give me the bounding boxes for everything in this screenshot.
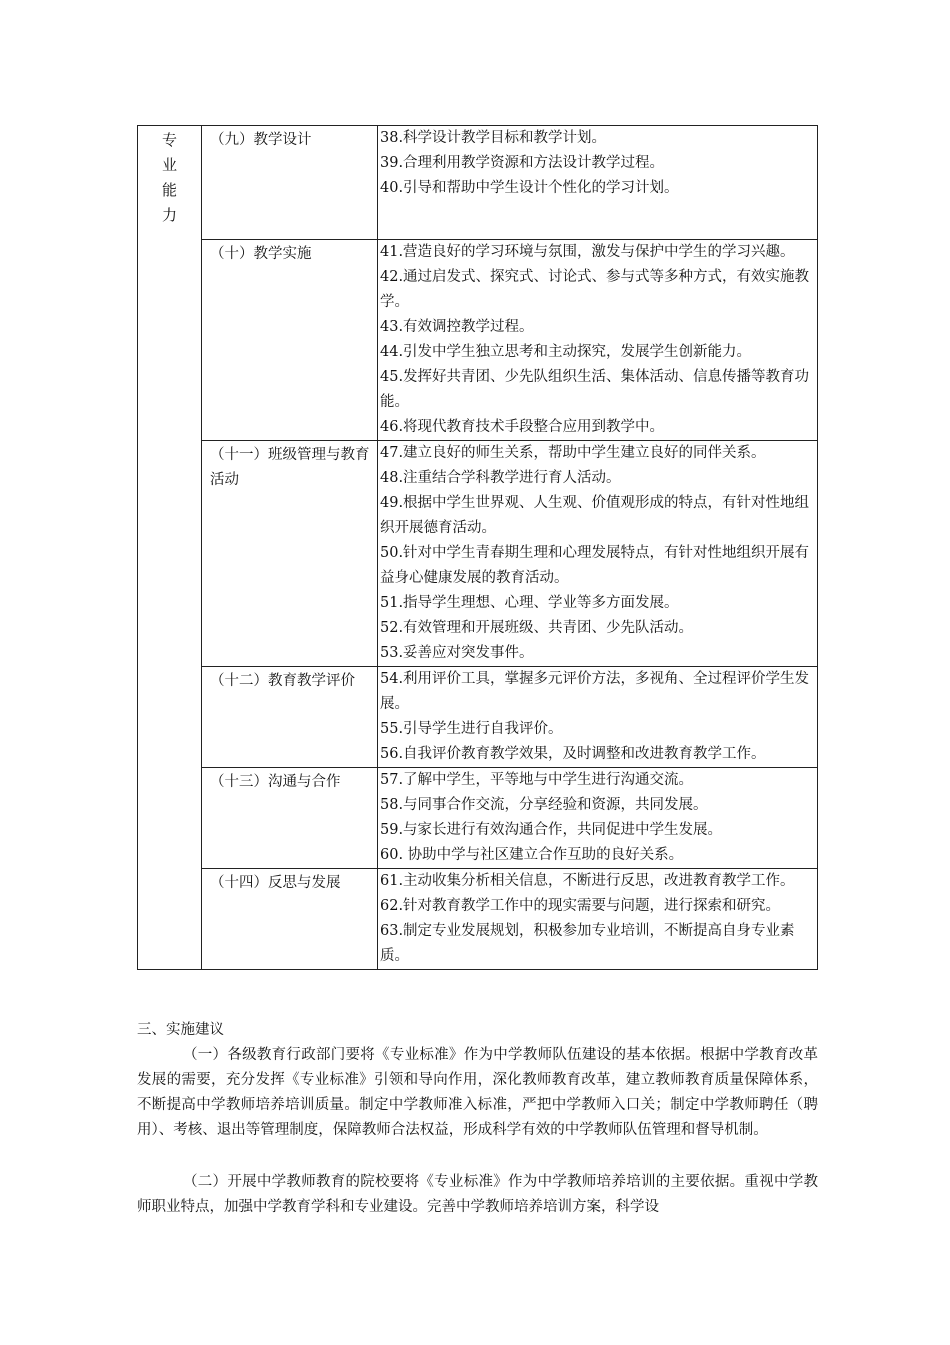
area-label: （十三）沟通与合作 [210,774,341,790]
list-item: 46.将现代教育技术手段整合应用到教学中。 [380,419,665,435]
area-cell [202,441,378,667]
list-item: 45.发挥好共青团、少先队组织生活、集体活动、信息传播等教育功能。 [380,369,810,410]
area-cell [202,126,378,240]
items-cell [378,869,818,970]
list-item: 50.针对中学生青春期生理和心理发展特点，有针对性地组织开展有益身心健康发展的教育活动。 [380,545,810,586]
dimension-cell [138,126,202,970]
list-item: 49.根据中学生世界观、人生观、价值观形成的特点，有针对性地组织开展德育活动。 [380,495,810,536]
dimension-char: 业 [161,156,177,174]
list-item: 60. 协助中学与社区建立合作互助的良好关系。 [380,847,684,863]
dimension-char: 专 [161,131,177,149]
list-item: 38.科学设计教学目标和教学计划。 [380,130,607,146]
list-item: 61.主动收集分析相关信息，不断进行反思，改进教育教学工作。 [380,873,795,889]
area-label: （十）教学实施 [210,246,312,262]
dimension-char: 力 [161,206,177,224]
list-item: 57.了解中学生，平等地与中学生进行沟通交流。 [380,772,694,788]
paragraph: （二）开展中学教师教育的院校要将《专业标准》作为中学教师培养培训的主要依据。重视中学教师职业特点，加强中学教育学科和专业建设。完善中学教师培养培训方案，科学设 [137,1174,818,1215]
list-item: 47.建立良好的师生关系，帮助中学生建立良好的同伴关系。 [380,445,766,461]
area-label: （十二）教育教学评价 [210,673,355,689]
table-row [138,869,818,970]
list-item: 44.引发中学生独立思考和主动探究，发展学生创新能力。 [380,344,752,360]
items-cell [378,768,818,869]
area-cell [202,240,378,441]
area-cell [202,768,378,869]
area-cell [202,667,378,768]
list-item: 42.通过启发式、探究式、讨论式、参与式等多种方式，有效实施教学。 [380,269,810,310]
area-label: （十四）反思与发展 [210,875,341,891]
items-cell [378,126,818,240]
list-item: 52.有效管理和开展班级、共青团、少先队活动。 [380,620,694,636]
table-row [138,667,818,768]
list-item: 55.引导学生进行自我评价。 [380,721,563,737]
list-item: 59.与家长进行有效沟通合作，共同促进中学生发展。 [380,822,723,838]
list-item: 56.自我评价教育教学效果，及时调整和改进教育教学工作。 [380,746,766,762]
items-cell [378,667,818,768]
list-item: 58.与同事合作交流，分享经验和资源，共同发展。 [380,797,708,813]
section-heading: 三、实施建议 [137,1022,224,1038]
dimension-char: 能 [161,181,177,199]
list-item: 41.营造良好的学习环境与氛围，激发与保护中学生的学习兴趣。 [380,244,795,260]
area-label: （十一）班级管理与教育活动 [210,447,370,488]
list-item: 62.针对教育教学工作中的现实需要与问题，进行探索和研究。 [380,898,781,914]
items-cell [378,240,818,441]
list-item: 39.合理利用教学资源和方法设计教学过程。 [380,155,665,171]
area-cell [202,869,378,970]
professional-ability-table [137,125,818,970]
table-row [138,240,818,441]
table-row [138,126,818,240]
list-item: 54.利用评价工具，掌握多元评价方法，多视角、全过程评价学生发展。 [380,671,810,712]
items-cell [378,441,818,667]
list-item: 40.引导和帮助中学生设计个性化的学习计划。 [380,180,679,196]
area-label: （九）教学设计 [210,132,312,148]
list-item: 53.妥善应对突发事件。 [380,645,534,661]
paragraph: （一）各级教育行政部门要将《专业标准》作为中学教师队伍建设的基本依据。根据中学教育改革发展的需要，充分发挥《专业标准》引领和导向作用，深化教师教育改革，建立教师教育质量保障体系，不断提高中学教师培养培训质量。制定中学教师准入标准，严把中学教师入口关；制定中学教师聘任（聘用）、考核、退出等管理制度，保障教师合法权益，形成科学有效的中学教师队伍管理和督导机制。 [137,1047,818,1138]
table-row [138,768,818,869]
list-item: 63.制定专业发展规划，积极参加专业培训，不断提高自身专业素质。 [380,923,795,964]
list-item: 51.指导学生理想、心理、学业等多方面发展。 [380,595,679,611]
list-item: 43.有效调控教学过程。 [380,319,534,335]
table-row [138,441,818,667]
list-item: 48.注重结合学科教学进行育人活动。 [380,470,621,486]
